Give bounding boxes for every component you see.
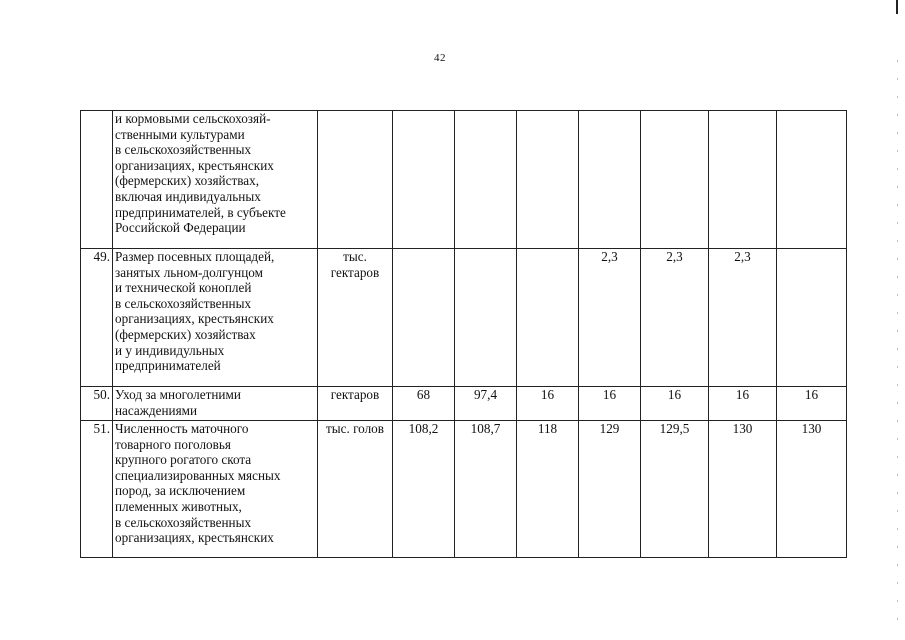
indicator-name: Размер посевных площадей, занятых льном-долгунцом и технической коноплей в сельскохозяйственных организациях, крестьянских (фермерских) хозяйствах и у индивидульных предпринимателей [113,249,318,387]
value-cell: 16 [517,387,579,421]
value-cell [517,249,579,387]
table-row [81,387,847,421]
value-cell: 108,7 [455,421,517,558]
value-cell: 97,4 [455,387,517,421]
unit-cell: тыс. гектаров [318,249,393,387]
value-cell: 130 [777,421,847,558]
value-cell: 2,3 [579,249,641,387]
row-number: 49. [81,249,113,387]
value-cell [393,249,455,387]
value-cell [777,111,847,249]
value-cell: 2,3 [709,249,777,387]
value-cell [393,111,455,249]
value-cell [777,249,847,387]
value-cell [455,111,517,249]
indicator-name: и кормовыми сельскохозяй- ственными культурами в сельскохозяйственных организациях, крестьянских (фермерских) хозяйствах, включая индивидуальных предпринимателей, в субъекте Российской Федерации [113,111,318,249]
value-cell: 68 [393,387,455,421]
page-edge-dots [897,60,898,620]
value-cell: 118 [517,421,579,558]
value-cell: 16 [641,387,709,421]
indicator-name: Численность маточного товарного поголовья крупного рогатого скота специализированных мясных пород, за исключением племенных животных, в сельскохозяйственных организациях, крестьянских [113,421,318,558]
value-cell: 108,2 [393,421,455,558]
indicator-name: Уход за многолетними насаждениями [113,387,318,421]
unit-cell [318,111,393,249]
value-cell: 16 [777,387,847,421]
unit-cell: тыс. голов [318,421,393,558]
value-cell [709,111,777,249]
table-row [81,249,847,387]
value-cell: 129 [579,421,641,558]
page-edge-mark [896,0,898,14]
value-cell: 2,3 [641,249,709,387]
value-cell: 129,5 [641,421,709,558]
row-number: 51. [81,421,113,558]
value-cell [579,111,641,249]
value-cell: 16 [709,387,777,421]
table-row [81,111,847,249]
table-row [81,421,847,558]
value-cell: 130 [709,421,777,558]
value-cell [455,249,517,387]
value-cell [641,111,709,249]
page-number: 42 [434,52,446,64]
unit-cell: гектаров [318,387,393,421]
value-cell [517,111,579,249]
row-number: 50. [81,387,113,421]
indicator-table [80,110,847,558]
row-number [81,111,113,249]
value-cell: 16 [579,387,641,421]
